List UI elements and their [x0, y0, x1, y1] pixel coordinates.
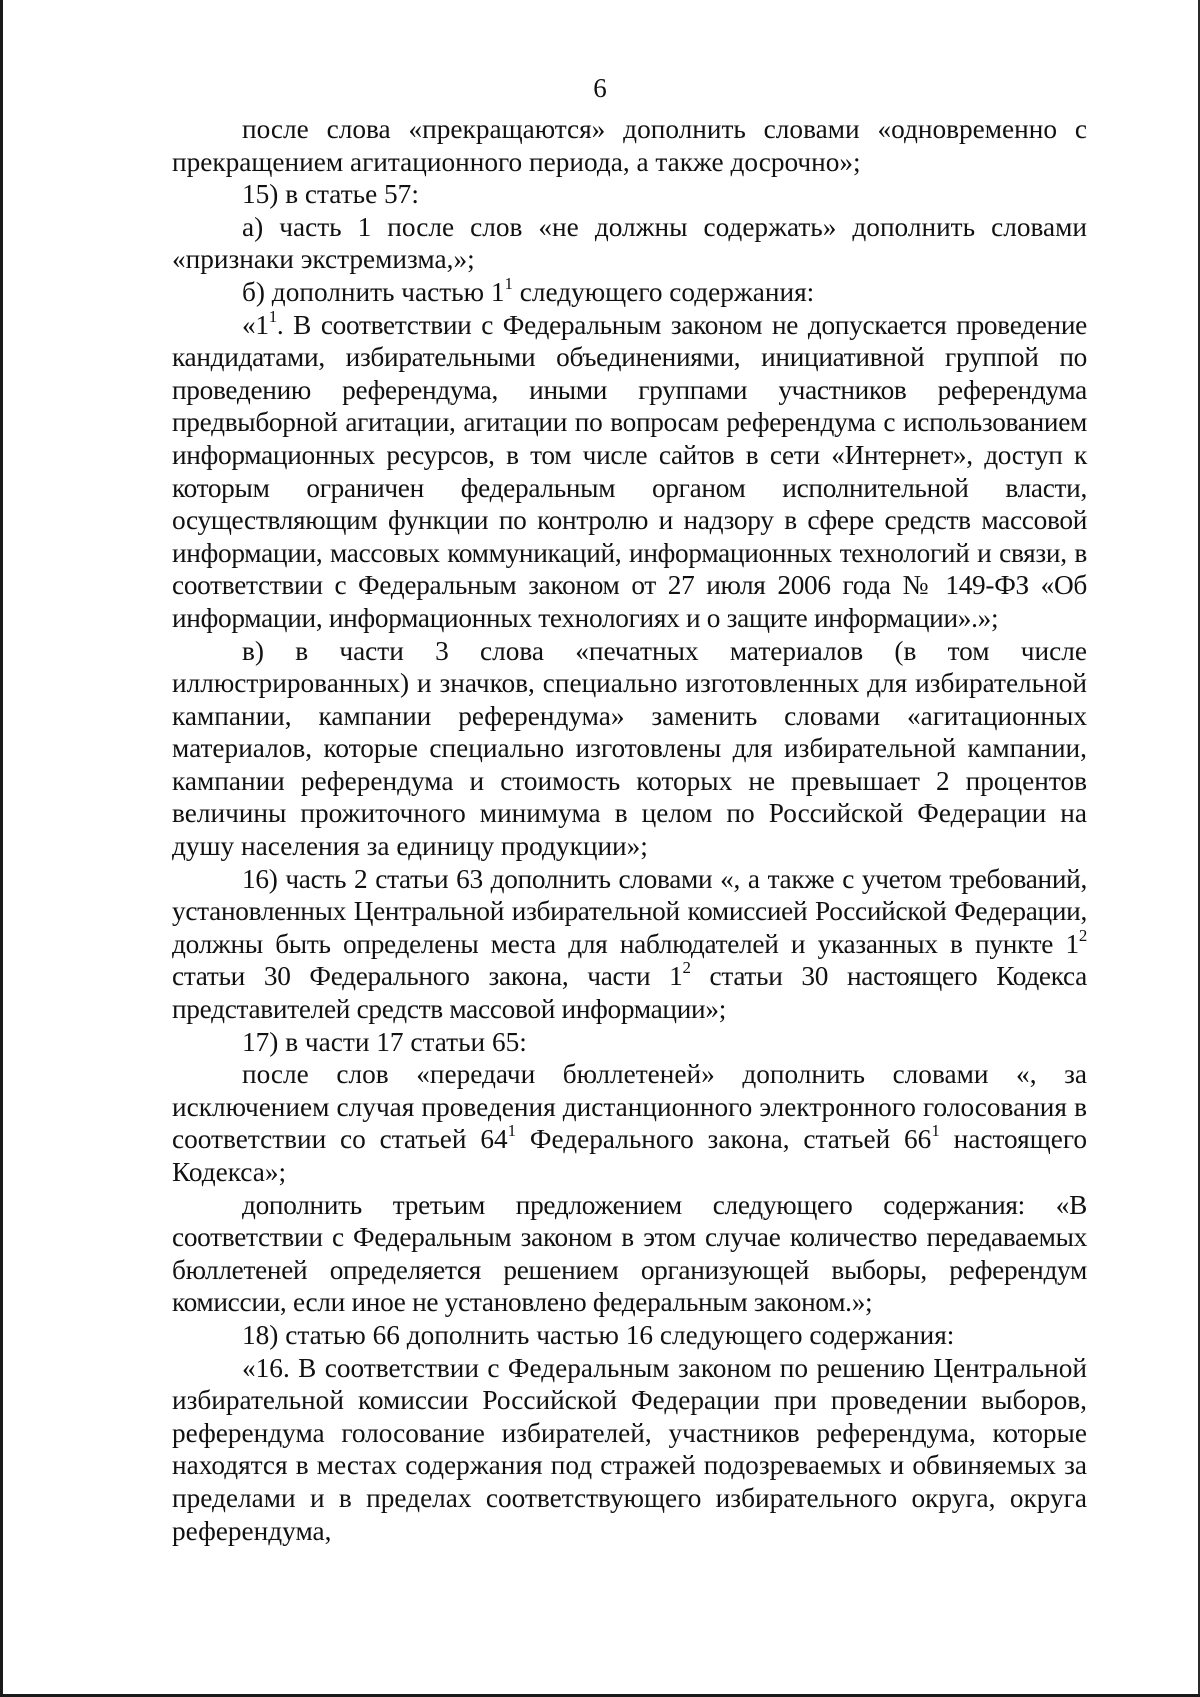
- superscript: 2: [682, 958, 691, 978]
- paragraph-item-17: 17) в части 17 статьи 65:: [242, 1026, 527, 1057]
- paragraph-text: Федерального закона, статьей 66: [516, 1124, 932, 1155]
- document-body: [172, 113, 1087, 1547]
- paragraph-text: б) дополнить частью 1: [242, 276, 505, 307]
- page-number: 6: [593, 73, 607, 103]
- paragraph-text: 16) часть 2 статьи 63 дополнить словами «, а также с учетом требований, установленных Центральной избирательной комиссией Российской Федерации, должны быть определены места для наблюдателей и указанных в пункте 1: [172, 863, 1087, 959]
- paragraph-item-17-insert: [172, 1058, 1087, 1188]
- paragraph-amendment-terminate: после слова «прекращаются» дополнить словами «одновременно с прекращением агитационного периода, а также досрочно»;: [172, 114, 1087, 177]
- superscript: 1: [507, 1121, 517, 1141]
- paragraph-text: статьи 30 Федерального закона, части 1: [172, 961, 683, 992]
- paragraph-item-15: 15) в статье 57:: [242, 179, 419, 210]
- paragraph-item-15v: в) в части 3 слова «печатных материалов (в том числе иллюстрированных) и значков, специально изготовленных для избирательной кампании, кампании референдума» заменить словами «агитационных материалов, которые специально изготовлены для избирательной кампании, кампании референдума и стоимость которых не превышает 2 процентов величины прожиточного минимума в целом по Российской Федерации на душу населения за единицу продукции»;: [172, 635, 1087, 862]
- superscript: 1: [931, 1121, 940, 1141]
- paragraph-item-15a: а) часть 1 после слов «не должны содержать» дополнить словами «признаки экстремизма,»;: [172, 211, 1087, 275]
- paragraph-text: после слов «передачи бюллетеней» дополнить словами «, за исключением случая проведения дистанционного электронного голосования в соответствии со статьей 64: [172, 1059, 1087, 1155]
- paragraph-text: следующего содержания:: [512, 276, 815, 307]
- paragraph-item-16: [172, 863, 1087, 1026]
- superscript: 1: [268, 306, 277, 326]
- paragraph-new-part-16: «16. В соответствии с Федеральным законом по решению Центральной избирательной комиссии Российской Федерации при проведении выборов, референдума голосование избирателей, участников референдума, которые находятся в местах содержания под стражей подозреваемых и обвиняемых за пределами и в пределах соответствующего избирательного округа, округа референдума,: [172, 1352, 1087, 1546]
- paragraph-text: . В соответствии с Федеральным законом не допускается проведение кандидатами, избирательными объединениями, инициативной группой по проведению референдума, иными группами участников референдума предвыборной агитации, агитации по вопросам референдума с использованием информационных ресурсов, в том числе сайтов в сети «Интернет», доступ к которым ограничен федеральным органом исполнительной власти, осуществляющим функции по контролю и надзору в сфере средств массовой информации, массовых коммуникаций, информационных технологий и связи, в соответствии с Федеральным законом от 27 июля 2006 года № 149-ФЗ «Об информации, информационных технологиях и о защите информации».»;: [172, 309, 1087, 633]
- paragraph-text: «1: [242, 309, 269, 340]
- paragraph-item-18: 18) статью 66 дополнить частью 16 следующего содержания:: [242, 1319, 955, 1350]
- paragraph-text: настоящего Кодекса»;: [172, 1124, 1088, 1187]
- paragraph-item-17-third-sentence: дополнить третьим предложением следующего содержания: «В соответствии с Федеральным законом в этом случае количество передаваемых бюллетеней определяется решением организующей выборы, референдум комиссии, если иное не установлено федеральным законом.»;: [172, 1189, 1087, 1318]
- paragraph-text: статьи 30 настоящего Кодекса представителей средств массовой информации»;: [172, 961, 1087, 1025]
- scan-border-left: [0, 0, 3, 1697]
- paragraph-item-15b: [172, 273, 1087, 309]
- superscript: 2: [1078, 925, 1087, 945]
- paragraph-new-part-1-1: [172, 306, 1087, 635]
- superscript: 1: [504, 273, 513, 293]
